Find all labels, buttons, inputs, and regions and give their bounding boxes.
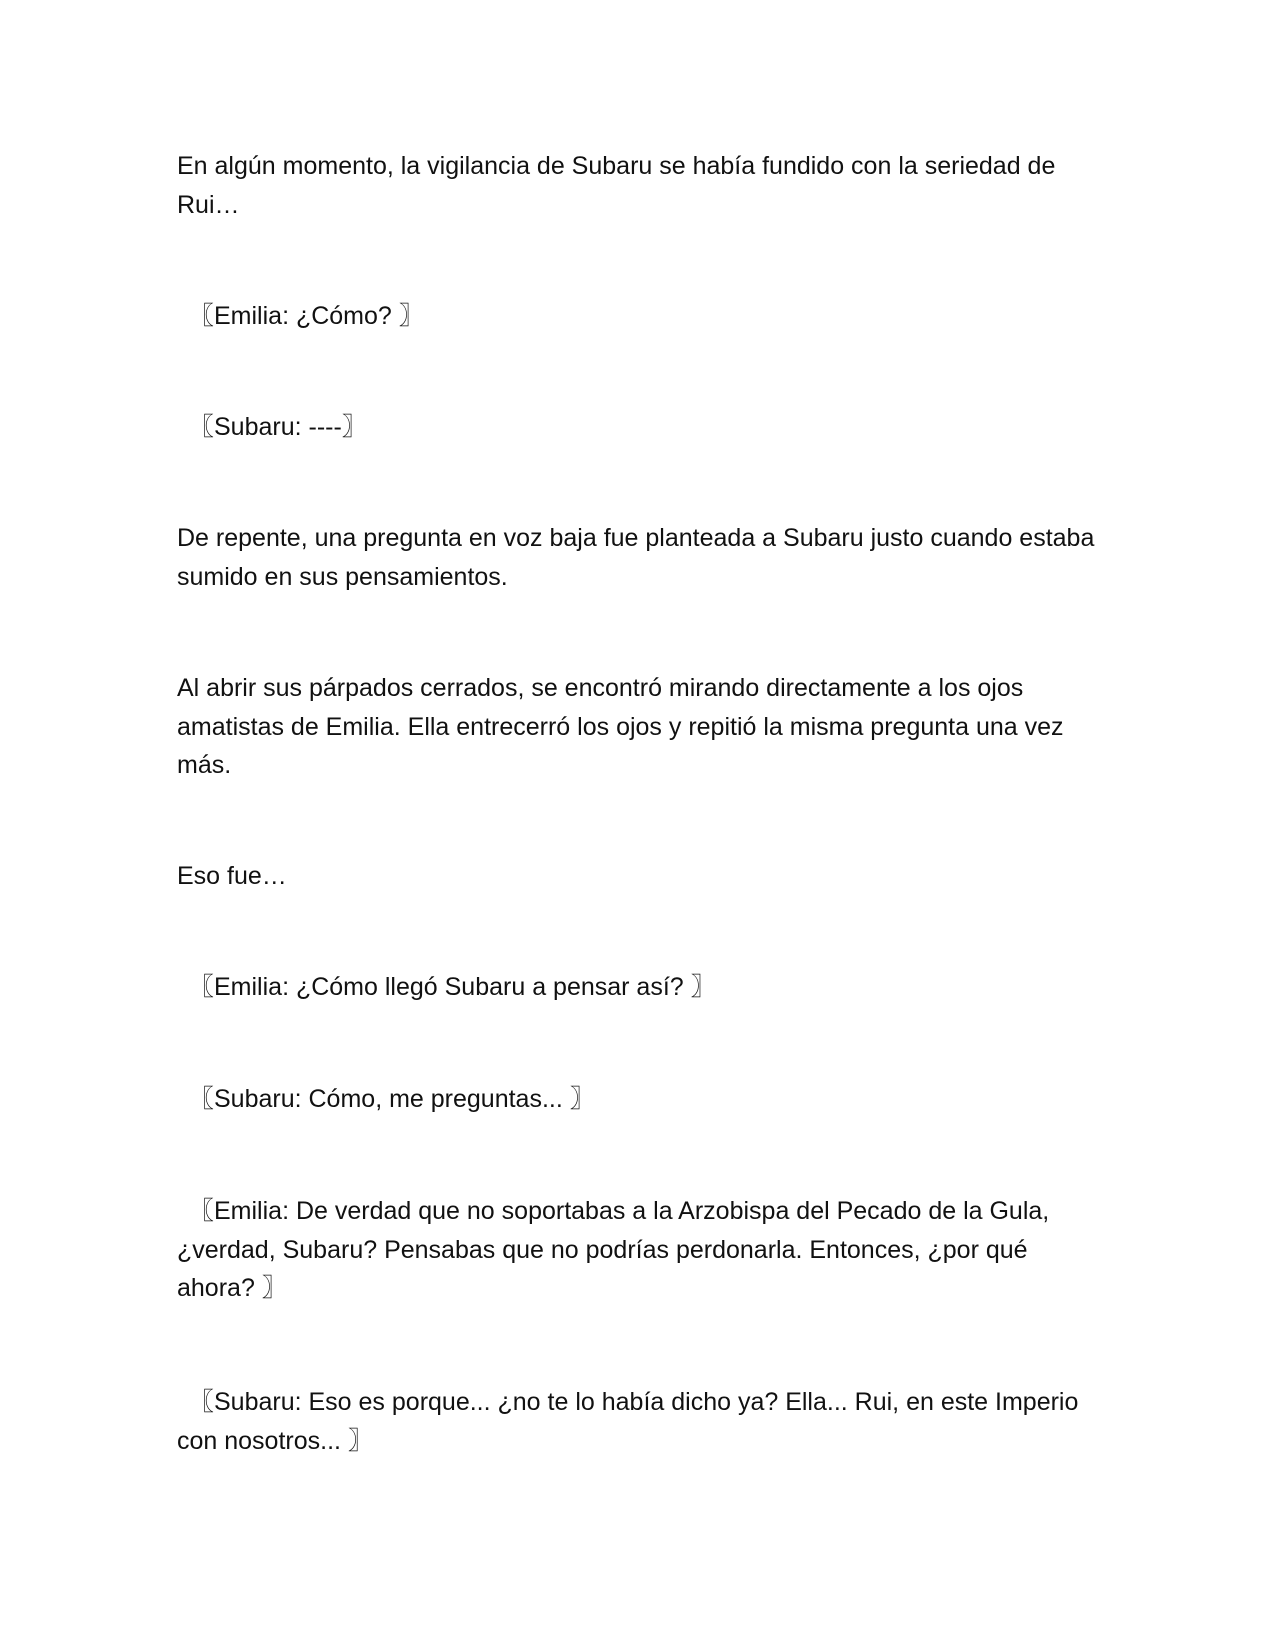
narration-paragraph: De repente, una pregunta en voz baja fue planteada a Subaru justo cuando estaba sumido en sus pensamientos. (177, 524, 1095, 591)
narration-paragraph: Al abrir sus párpados cerrados, se encontró mirando directamente a los ojos amatistas de Emilia. Ella entrecerró los ojos y repitió la misma pregunta una vez más. (177, 674, 1064, 779)
dialogue-line-emilia: 〖Emilia: ¿Cómo? 〗 (189, 302, 424, 330)
narration-paragraph: Eso fue… (177, 862, 287, 890)
narration-paragraph: En algún momento, la vigilancia de Subaru se había fundido con la seriedad de Rui… (177, 152, 1056, 219)
dialogue-line-subaru: 〖Subaru: ----〗 (189, 413, 367, 441)
dialogue-line-subaru: 〖Subaru: Eso es porque... ¿no te lo había dicho ya? Ella... Rui, en este Imperio con nosotros... 〗 (177, 1388, 1079, 1455)
dialogue-line-subaru: 〖Subaru: Cómo, me preguntas... 〗 (189, 1085, 595, 1113)
dialogue-line-emilia: 〖Emilia: De verdad que no soportabas a la Arzobispa del Pecado de la Gula, ¿verdad, Subaru? Pensabas que no podrías perdonarla. Entonces, ¿por qué ahora? 〗 (177, 1197, 1050, 1302)
dialogue-line-emilia: 〖Emilia: ¿Cómo llegó Subaru a pensar así? 〗 (189, 973, 716, 1001)
